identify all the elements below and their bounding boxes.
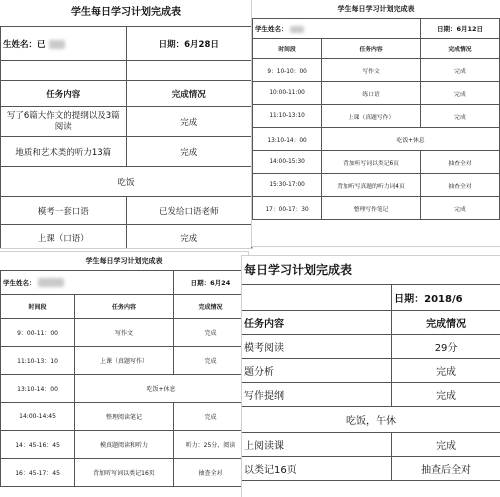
table-row: 上课（口语） 完成 (1, 225, 252, 249)
table-row: 写作提纲 完成 (242, 383, 500, 407)
table-row: 写了6篇大作文的提纲以及3篇阅读 完成 (1, 107, 252, 137)
redacted-name (49, 40, 65, 49)
sheet-title: 学生每日学习计划完成表 (71, 7, 181, 18)
student-name-cell (1, 27, 127, 61)
date-cell: 日期：6月24 (173, 271, 247, 295)
table-row: 地质和艺术类的听力13篇 完成 (1, 137, 252, 167)
date-cell: 日期：6月28日 (126, 27, 252, 61)
table-row: 9：00-11：00 写作文 完成 (1, 319, 248, 347)
header-time: 时间段 (1, 295, 75, 319)
header-time: 时间段 (253, 39, 322, 59)
plan-sheet-june-12 (252, 0, 500, 246)
redacted-name (38, 278, 64, 287)
table-row: 14:00-15:30 背加听写词以类记6页 抽查全对 (253, 151, 500, 174)
header-task: 任务内容 (75, 295, 174, 319)
sheet-title: 学生每日学习计划完成表 (85, 257, 163, 265)
table-row: 模考一套口语 已发给口语老师 (1, 197, 252, 225)
plan-sheet-2018-06 (242, 256, 500, 497)
sheet-title: 学生每日学习计划完成表 (337, 5, 415, 13)
student-name-cell (1, 271, 174, 295)
header-task: 任务内容 (242, 311, 392, 335)
student-name-label: 生姓名： (3, 39, 38, 50)
header-status: 完成情况 (420, 39, 499, 59)
sheet-title: 每日学习计划完成表 (244, 263, 353, 277)
header-status: 完成情况 (392, 311, 500, 335)
plan-sheet-june-28 (0, 0, 252, 248)
table-row: 上阅读课 完成 (242, 433, 500, 457)
table-row: 17：00-17：30 整理写作笔记 完成 (253, 197, 500, 220)
table-row: 吃饭，午休 (242, 407, 500, 433)
table-row: 吃饭 (1, 167, 252, 197)
table-row: 题分析 完成 (242, 359, 500, 383)
table-row: 16：45-17：45 背加听写词以类记16页 抽查全对 (1, 459, 248, 487)
date-cell: 日期：2018/6 (392, 285, 500, 311)
header-task: 任务内容 (322, 39, 421, 59)
student-name-prefix: 已 (37, 39, 46, 50)
table-row: 11:10-13：10 上课（真题写作） 完成 (1, 347, 248, 375)
header-status: 完成情况 (126, 81, 252, 107)
table-row: 模考阅读 29分 (242, 335, 500, 359)
table-row: 13:10-14：00 吃饭+休息 (1, 375, 248, 403)
student-name-label: 学生姓名： (3, 278, 36, 287)
table-row: 14：45-16：45 模真题阅读和听力 听力：25分，阅读 (1, 431, 248, 459)
redacted-name (290, 26, 304, 33)
table-row: 10:00-11:00 练口语 完成 (253, 82, 500, 105)
table-row: 11:10-13:10 上课（真题写作） 完成 (253, 105, 500, 128)
plan-sheet-june-24 (0, 252, 248, 497)
student-name-label: 学生姓名： (255, 25, 288, 33)
table-row: 9：10-10：00 写作文 完成 (253, 59, 500, 82)
table-row: 13:10-14：00 吃饭+休息 (253, 128, 500, 151)
table-row: 以类记16页 抽查后全对 (242, 457, 500, 481)
student-name-cell (253, 19, 421, 39)
date-cell: 日期：6月12日 (420, 19, 499, 39)
header-status: 完成情况 (173, 295, 247, 319)
table-row: 14:00-14:45 整理阅读笔记 完成 (1, 403, 248, 431)
table-row: 15:30-17:00 背加听写真题的听力词4页 抽查全对 (253, 174, 500, 197)
header-task: 任务内容 (1, 81, 127, 107)
